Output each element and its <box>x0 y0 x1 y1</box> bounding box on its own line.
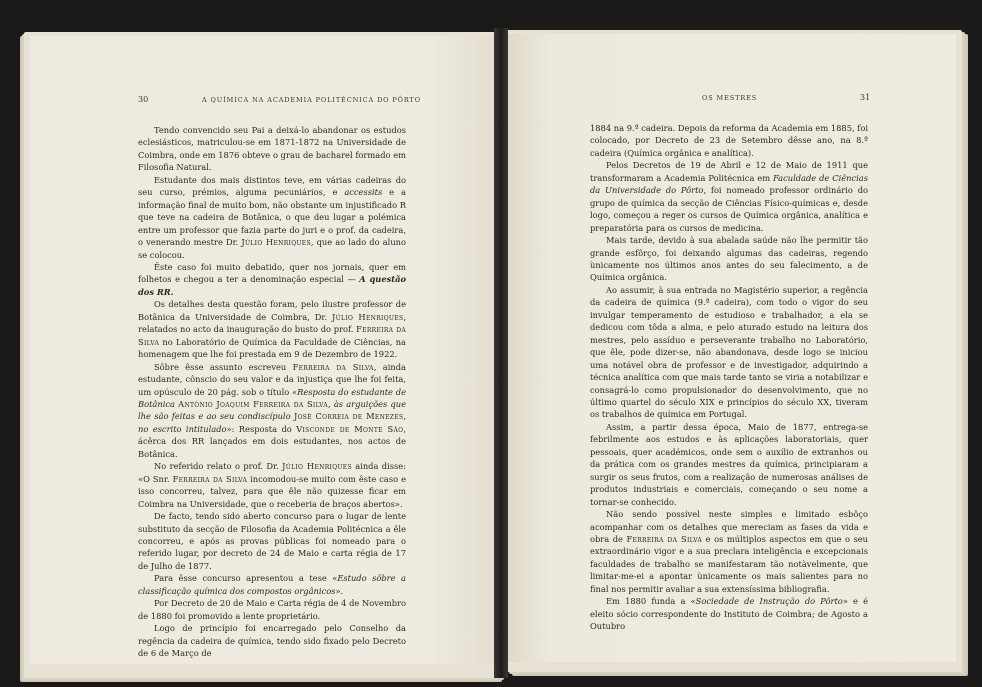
text-run: Júlio Henriques <box>241 237 311 248</box>
paragraph <box>590 421 868 508</box>
text-run: Estudante dos mais distintos teve, em várias cadeiras do seu curso, prémios, alguma pecuniários, e <box>138 174 406 198</box>
text-run: , foi nomeado professor ordinário do grupo de química da secção de Ciências Físico-químicas e, desde logo, começou a reger os cursos de Química orgânica, analítica e preparatória para os cursos de medicina. <box>590 185 868 233</box>
paragraph <box>590 122 868 159</box>
text-run: Mais tarde, devido à sua abalada saúde não lhe permitir tão grande esfôrço, foi deixando algumas das cadeiras, regendo ùnicamente nos últimos anos antes do seu falecimento, a de Química orgânica. <box>590 235 868 283</box>
text-run: , relatados no acto da inauguração do busto do prof. <box>138 311 406 335</box>
text-run: , ácêrca dos RR lançados em dois estudantes, nos actos de Botânica. <box>138 423 406 459</box>
text-run: Ferreira da Silva <box>172 473 248 484</box>
text-run: Estudo sôbre a classificação química dos compostos orgânicos <box>138 573 406 596</box>
text-run: José Correia de Menezes <box>293 411 404 422</box>
open-book <box>18 28 968 678</box>
left-page-body <box>138 124 406 659</box>
text-run: no escrito intitulado <box>138 423 227 434</box>
right-page-body <box>590 122 868 633</box>
text-run: e os múltiplos aspectos em que o seu extraordinário vigor e a sua preclara inteligência e excepcionais faculdades de trabalho se manifestaram tão notàvelmente, que limitar-me-ei a apontar ùnicamente os mais salientes para no final nos permitir avaliar a sua extensíssima bibliografia. <box>590 533 868 594</box>
text-run: Para êsse concurso apresentou a tese « <box>154 573 338 584</box>
text-run: Visconde de Monte São <box>296 423 404 434</box>
paragraph <box>138 510 406 572</box>
text-run: » e é eleito sócio correspondente do Instituto de Coimbra; de Agosto a Outubro <box>590 596 869 632</box>
text-run: , <box>403 411 407 422</box>
text-run: Em 1880 funda a « <box>606 596 696 607</box>
text-run: Sôbre êsse assunto escreveu <box>154 361 293 372</box>
text-run: De facto, tendo sido aberto concurso para o lugar de lente substituto da secção de Filosofia da Academia Politécnica a êle concorreu, e após as provas públicas foi nomeado para o referido lugar, por decreto de 24 de Maio e carta régia de 17 de Julho de 1877. <box>138 511 406 571</box>
text-run: Logo de princípio foi encarregado pelo Conselho da regência da cadeira de química, tendo sido fixado pelo Decreto de 6 de Março de <box>138 623 406 659</box>
paragraph <box>138 460 406 510</box>
text-run: , <box>328 398 334 409</box>
text-run: Ao assumir, à sua entrada no Magistério superior, a regência da cadeira de química (9.ª cadeira), com todo o vigor do seu invulgar temperamento de estudioso e trabalhador, a ela se dedicou com tôda a alma, e pelo aturado estudo na leitura dos mestres, pelo assíduo e perseverante trabalho no Laboratório, que êle, pode dizer-se, não abandonava, desde logo se iniciou uma notável obra de professor e de investigador, adquirindo a técnica analítica com que mais tarde tanto se viria a notabilizar e consagrá-lo como propulsionador do desenvolvimento, que no último quartel do século XIX e princípios do século XX, tiveram os trabalhos de química em Portugal. <box>590 284 868 420</box>
text-run: às arguições que lhe são feitas e ao seu condiscípulo <box>138 398 406 422</box>
text-run: , que ao lado do aluno se colocou. <box>138 237 406 260</box>
left-page <box>30 36 496 664</box>
text-run: accessits <box>344 187 383 198</box>
text-run: Por Decreto de 20 de Maio e Carta régia de 4 de Novembro de 1880 foi promovido a lente proprietário. <box>138 598 406 621</box>
text-run: Resposta do estudante de Botânica <box>138 386 406 409</box>
text-run: Pelos Decretos de 19 de Abril e 12 de Maio de 1911 que transformaram a Academia Politécnica em <box>590 160 868 183</box>
paragraph <box>138 174 406 261</box>
text-run: António Joaquim Ferreira da Silva <box>178 398 329 409</box>
text-run: Não sendo possível neste simples e limitado esbôço acompanhar com os detalhes que mereciam as fases da vida e obra de <box>590 509 868 544</box>
text-run: Êste caso foi muito debatido, quer nos jornais, quer em folhetos e chegou a ter a denominação especial — <box>138 261 406 285</box>
right-page-number: 31 <box>860 93 871 102</box>
paragraph <box>138 361 406 461</box>
paragraph <box>138 298 406 360</box>
text-run: ». <box>335 585 344 596</box>
text-run: , ainda estudante, cônscio do seu valor e da injustiça que lhe foi feita, um opúsculo de 20 pág. sob o título « <box>138 361 406 397</box>
paragraph <box>138 124 406 174</box>
text-run: ainda disse: «O Snr. <box>138 461 406 484</box>
right-page <box>506 34 956 662</box>
text-run: Assim, a partir dessa época, Maio de 1877, entrega-se febrilmente aos estudos e às aplicações laboratoriais, quer pessoais, quer académicos, onde sem o auxílio de extranhos ou da prática com os grandes mestres da química, principiaram a surgir os seus frutos, com a realização de numerosas análises de produtos industriais e comerciais, começando o seu nome a tornar-se conhecido. <box>590 421 868 507</box>
paragraph <box>138 261 406 298</box>
paragraph <box>590 595 868 632</box>
paragraph <box>590 234 868 284</box>
paragraph <box>138 622 406 659</box>
text-run: Tendo convencido seu Pai a deixá-lo abandonar os estudos eclesiásticos, matriculou-se em 1871-1872 na Universidade de Coimbra, onde em 1876 obteve o grau de bacharel formado em Filosofia Natural. <box>138 125 406 173</box>
text-run: Júlio Henriques <box>282 461 352 472</box>
text-run: »: Resposta do <box>226 423 297 434</box>
paragraph <box>590 284 868 421</box>
left-page-number: 30 <box>138 95 149 104</box>
right-running-head: OS MESTRES <box>702 94 758 102</box>
text-run: Faculdade de Ciências da Universidade do Pôrto <box>590 172 868 196</box>
text-run: incomodou-se muito com êste caso e isso concorreu, talvez, para que êle não quizesse ficar em Coimbra na Universidade, que o receberia de braços abertos». <box>138 473 406 509</box>
text-run: A questão dos RR. <box>138 274 407 297</box>
text-run: Júlio Henriques <box>332 311 404 322</box>
paragraph <box>138 597 406 622</box>
text-run: Sociedade de Instrução do Pôrto <box>695 596 843 607</box>
text-run: No referido relato o prof. Dr. <box>154 461 283 472</box>
text-run: no Laboratório de Química da Faculdade de Ciências, na homenagem que lhe foi prestada em 9 de Dezembro de 1922. <box>138 336 406 360</box>
paragraph <box>138 572 406 597</box>
paragraph <box>590 508 868 595</box>
paragraph <box>590 159 868 234</box>
book-gutter <box>494 28 508 678</box>
text-run: Ferreira da Silva <box>292 361 374 372</box>
text-run: 1884 na 9.ª cadeira. Depois da reforma da Academia em 1885, foi colocado, por Decreto de 23 de Setembro dêsse ano, na 8.ª cadeira (Química orgânica e analítica). <box>590 123 868 158</box>
text-run: Ferreira da Silva <box>138 324 407 347</box>
text-run: Ferreira da Silva <box>626 533 703 544</box>
text-run: Os detalhes desta questão foram, pelo ilustre professor de Botânica da Universidade de Coimbra, Dr. <box>138 299 406 322</box>
text-run: e a informação final de muito bom, não obstante um injustificado R que teve na cadeira de Botânica, o que deu lugar a polémica entre um professor que fazia parte do juri e o prof. da cadeira, o venerando mestre Dr. <box>138 187 406 248</box>
left-running-head: A QUÍMICA NA ACADEMIA POLITÉCNICA DO PÔRTO <box>202 96 422 104</box>
